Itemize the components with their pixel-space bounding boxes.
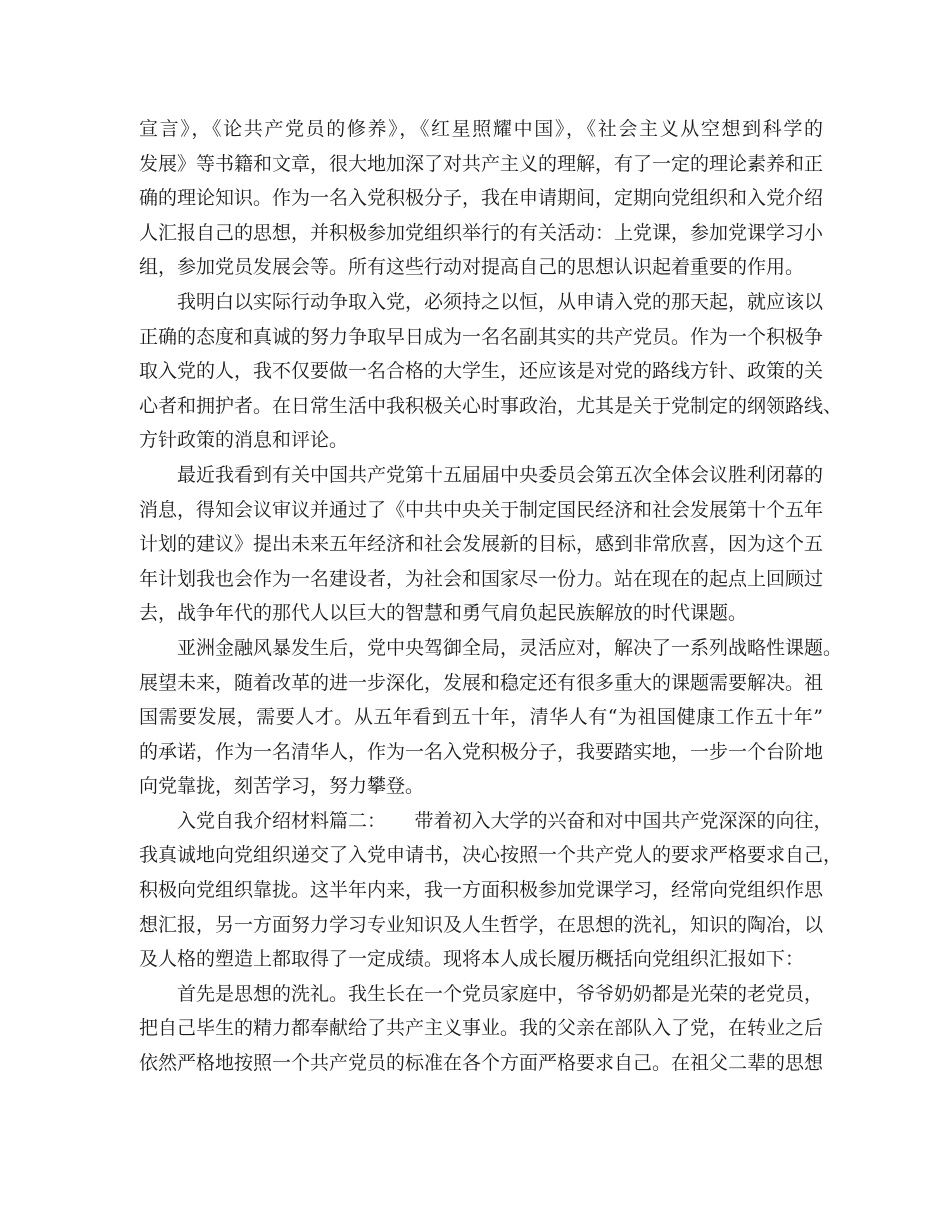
- text-line: 想汇报，另一方面努力学习专业知识及人生哲学，在思想的洗礼，知识的陶冶，以: [139, 913, 824, 936]
- text-line: 消息，得知会议审议并通过了《中共中央关于制定国民经济和社会发展第十个五年: [139, 498, 824, 521]
- text-line: 确的理论知识。作为一名入党积极分子，我在申请期间，定期向党组织和入党介绍: [139, 187, 824, 210]
- paragraph: [139, 977, 823, 1081]
- text-line: 及人格的塑造上都取得了一定成绩。现将本人成长履历概括向党组织汇报如下：: [139, 948, 805, 971]
- text-line: 去，战争年代的那代人以巨大的智慧和勇气肩负起民族解放的时代课题。: [139, 602, 748, 625]
- text-line: 向党靠拢，刻苦学习，努力攀登。: [139, 775, 425, 798]
- text-line: 人汇报自己的思想，并积极参加党组织举行的有关活动：上党课，参加党课学习小: [139, 221, 824, 244]
- document-body: [139, 112, 843, 1081]
- text-line: 国需要发展，需要人才。从五年看到五十年，清华人有“为祖国健康工作五十年”: [139, 706, 823, 729]
- paragraph: [139, 112, 823, 285]
- text-line: 宣言》，《论共产党员的修养》，《红星照耀中国》，《社会主义从空想到科学的: [139, 118, 823, 140]
- text-line: 取入党的人，我不仅要做一名合格的大学生，还应该是对党的路线方针、政策的关: [139, 360, 824, 383]
- paragraph: [139, 804, 843, 977]
- text-line: 发展》等书籍和文章，很大地加深了对共产主义的理解，有了一定的理论素养和正: [139, 152, 824, 175]
- text-line: 展望未来，随着改革的进一步深化，发展和稳定还有很多重大的课题需要解决。祖: [139, 671, 824, 694]
- text-line: 我真诚地向党组织递交了入党申请书，决心按照一个共产党人的要求严格要求自己，: [139, 844, 843, 867]
- text-line: 的承诺，作为一名清华人，作为一名入党积极分子，我要踏实地，一步一个台阶地: [139, 740, 824, 763]
- paragraph: [139, 631, 843, 804]
- text-line: 首先是思想的洗礼。我生长在一个党员家庭中，爷爷奶奶都是光荣的老党员，: [177, 982, 824, 1005]
- text-line: 方针政策的消息和评论。: [139, 429, 349, 452]
- text-line: 年计划我也会作为一名建设者，为社会和国家尽一份力。站在现在的起点上回顾过: [139, 567, 824, 590]
- text-line: 计划的建议》提出未来五年经济和社会发展新的目标，感到非常欣喜，因为这个五: [139, 533, 824, 556]
- paragraph: [139, 285, 843, 458]
- text-line: 亚洲金融风暴发生后，党中央驾御全局，灵活应对，解决了一系列战略性课题。: [177, 636, 843, 659]
- text-line: 正确的态度和真诚的努力争取早日成为一名名副其实的共产党员。作为一个积极争: [139, 325, 824, 348]
- paragraph: [139, 458, 823, 631]
- text-line: 我明白以实际行动争取入党，必须持之以恒，从申请入党的那天起，就应该以: [177, 290, 824, 313]
- text-line: 最近我看到有关中国共产党第十五届届中央委员会第五次全体会议胜利闭幕的: [177, 463, 824, 486]
- text-line: 把自己毕生的精力都奉献给了共产主义事业。我的父亲在部队入了党，在转业之后: [139, 1017, 824, 1040]
- text-line: 心者和拥护者。在日常生活中我积极关心时事政治，尤其是关于党制定的纲领路线、: [139, 394, 843, 417]
- text-line: 组，参加党员发展会等。所有这些行动对提高自己的思想认识起着重要的作用。: [139, 256, 805, 279]
- text-line: 依然严格地按照一个共产党员的标准在各个方面严格要求自己。在祖父二辈的思想: [139, 1052, 824, 1075]
- text-line: 积极向党组织靠拢。这半年内来，我一方面积极参加党课学习，经常向党组织作思: [139, 879, 824, 902]
- text-line: 入党自我介绍材料篇二： 带着初入大学的兴奋和对中国共产党深深的向往，: [177, 809, 833, 832]
